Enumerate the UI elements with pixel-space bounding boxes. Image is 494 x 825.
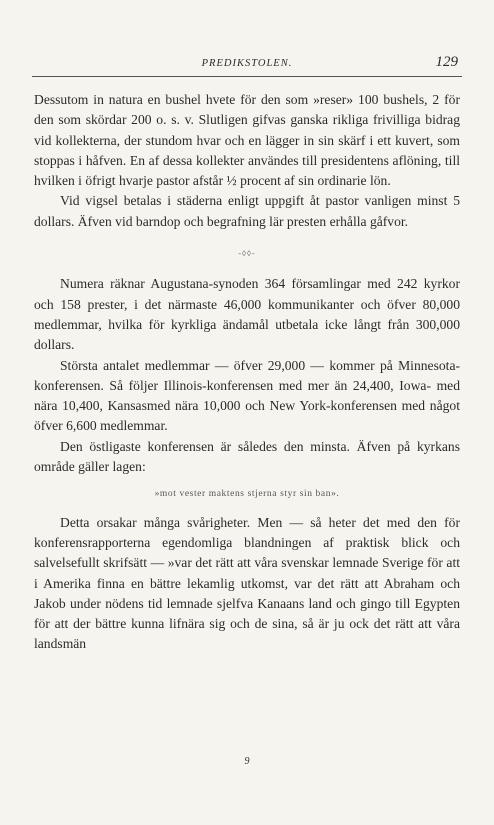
running-title: PREDIKSTOLEN. xyxy=(201,58,293,69)
body-text xyxy=(34,90,460,655)
signature-mark: 9 xyxy=(244,756,250,767)
section-separator: -◊◊- xyxy=(238,249,256,259)
paragraph: Den östligaste konferensen är således den minsta. Äfven på kyrkans område gäller lagen: xyxy=(34,438,460,475)
paragraph: Vid vigsel betalas i städerna enligt uppgift åt pastor vanligen minst 5 dollars. Äfven vid barndop och begrafning lär presten erhålla gåfvor. xyxy=(34,193,460,229)
paragraph: Största antalet medlemmar — öfver 29,000 — kommer på Minnesota-konferensen. Så följer Illinois-konferensen med mer än 24,400, Iowa- med nära 10,400, Kansasmed nära 10,000 och New York-konferensen med något öfver 6,600 medlemmar. xyxy=(34,357,460,434)
quotation: »mot vester maktens stjerna styr sin ban». xyxy=(154,489,340,500)
header-rule xyxy=(32,76,462,77)
page-number: 129 xyxy=(435,54,458,70)
paragraph: Dessutom in natura en bushel hvete för den som »reser» 100 bushels, 2 för den som skördar 200 o. s. v. Slutligen gifvas ganska rikliga frivilliga bidrag vid kollekterna, der stundom hvar och en lägger in sin skärf i ett kuvert, som stoppas i håfven. En af dessa kollekter användes till presidentens aflöning, till hvilken i öfrigt hvarje pastor afstår ½ procent af sin ordinarie lön. xyxy=(34,92,460,189)
paragraph: Numera räknar Augustana-synoden 364 församlingar med 242 kyrkor och 158 prester, i det närmaste 46,000 kommunikanter och öfver 80,000 medlemmar, hvilka för kyrkliga ändamål utbetala icke långt från 300,000 dollars. xyxy=(34,276,460,353)
paragraph: Detta orsakar många svårigheter. Men — så heter det med den för konferensrapporterna egendomliga blandningen af praktisk blick och salvelsefullt skrifsätt — »var det rätt att våra svenskar lemnade Sverige för att i Amerika finna en bättre lekamlig utkomst, var det rätt att Abraham och Jakob under nödens tid lemnade sjelfva Kanaans land och gingo till Egypten för att der bättre kunna lifnära sig och de sina, så är ju ock det rätt att våra landsmän xyxy=(34,514,460,652)
page-header xyxy=(32,52,462,72)
